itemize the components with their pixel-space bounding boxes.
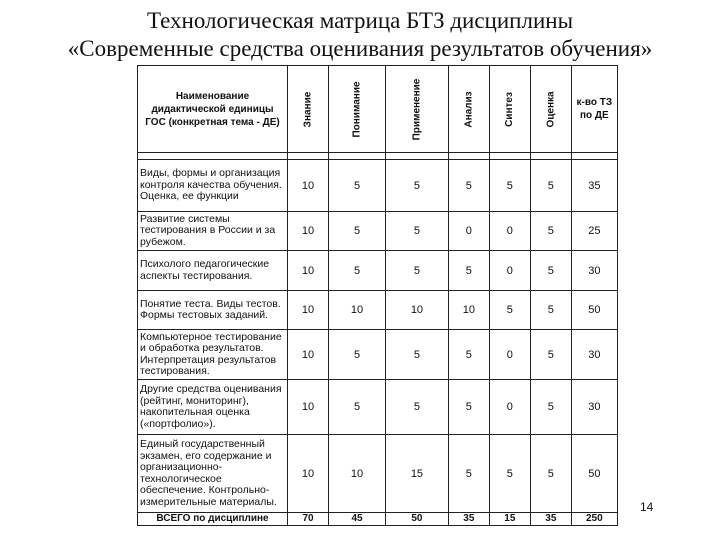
cell-understanding: 5 xyxy=(329,212,386,251)
cell-application: 5 xyxy=(386,380,449,435)
cell-knowledge: 10 xyxy=(288,380,329,435)
cell-knowledge: 10 xyxy=(288,212,329,251)
cell-count: 25 xyxy=(571,212,617,251)
cell-understanding: 5 xyxy=(329,330,386,380)
cell-synthesis: 0 xyxy=(489,330,530,380)
cell-synthesis: 0 xyxy=(489,212,530,251)
total-understanding: 45 xyxy=(329,513,386,526)
cell-count: 30 xyxy=(571,380,617,435)
header-knowledge: Знание xyxy=(288,66,329,153)
cell-count: 50 xyxy=(571,435,617,513)
table-row xyxy=(138,291,618,330)
cell-application: 5 xyxy=(386,160,449,212)
row-topic: Развитие системы тестирования в России и за рубежом. xyxy=(138,212,288,251)
cell-analysis: 0 xyxy=(448,212,489,251)
cell-synthesis: 5 xyxy=(489,435,530,513)
cell-application: 5 xyxy=(386,212,449,251)
table-row xyxy=(138,330,618,380)
table-row xyxy=(138,160,618,212)
cell-evaluation: 5 xyxy=(530,212,571,251)
cell-application: 15 xyxy=(386,435,449,513)
header-evaluation: Оценка xyxy=(530,66,571,153)
row-topic: Виды, формы и организация контроля качества обучения. Оценка, ее функции xyxy=(138,160,288,212)
cell-application: 5 xyxy=(386,330,449,380)
total-evaluation: 35 xyxy=(530,513,571,526)
row-topic: Компьютерное тестирование и обработка результатов. Интерпретация результатов тестирования. xyxy=(138,330,288,380)
cell-analysis: 5 xyxy=(448,435,489,513)
cell-analysis: 5 xyxy=(448,160,489,212)
row-topic: Другие средства оценивания (рейтинг, мониторинг), накопительная оценка («портфолио»). xyxy=(138,380,288,435)
cell-knowledge: 10 xyxy=(288,160,329,212)
total-knowledge: 70 xyxy=(288,513,329,526)
header-analysis: Анализ xyxy=(448,66,489,153)
cell-understanding: 5 xyxy=(329,160,386,212)
total-synthesis: 15 xyxy=(489,513,530,526)
total-analysis: 35 xyxy=(448,513,489,526)
cell-understanding: 10 xyxy=(329,435,386,513)
header-synthesis: Синтез xyxy=(489,66,530,153)
cell-analysis: 5 xyxy=(448,380,489,435)
page-number: 14 xyxy=(640,500,654,514)
cell-knowledge: 10 xyxy=(288,291,329,330)
cell-synthesis: 5 xyxy=(489,160,530,212)
cell-evaluation: 5 xyxy=(530,160,571,212)
cell-synthesis: 5 xyxy=(489,291,530,330)
cell-understanding: 5 xyxy=(329,380,386,435)
total-label: ВСЕГО по дисциплине xyxy=(138,513,288,526)
header-application: Применение xyxy=(386,66,449,153)
table-row xyxy=(138,212,618,251)
cell-knowledge: 10 xyxy=(288,435,329,513)
cell-application: 5 xyxy=(386,251,449,291)
slide-title-line-1: Технологическая матрица БТЗ дисциплины xyxy=(146,8,574,33)
table-row xyxy=(138,435,618,513)
total-application: 50 xyxy=(386,513,449,526)
cell-analysis: 5 xyxy=(448,251,489,291)
header-gap xyxy=(138,153,618,160)
cell-analysis: 5 xyxy=(448,330,489,380)
header-topic: Наименование дидактической единицы ГОС (конкретная тема - ДЕ) xyxy=(138,66,288,153)
cell-synthesis: 0 xyxy=(489,380,530,435)
table-row xyxy=(138,251,618,291)
header-count: к-во ТЗ по ДЕ xyxy=(571,66,617,153)
row-topic: Понятие теста. Виды тестов. Формы тестовых заданий. xyxy=(138,291,288,330)
cell-evaluation: 5 xyxy=(530,380,571,435)
cell-knowledge: 10 xyxy=(288,330,329,380)
cell-application: 10 xyxy=(386,291,449,330)
table-row xyxy=(138,380,618,435)
cell-count: 30 xyxy=(571,330,617,380)
cell-evaluation: 5 xyxy=(530,251,571,291)
cell-count: 50 xyxy=(571,291,617,330)
slide-title-line-2: «Современные средства оценивания результатов обучения» xyxy=(67,36,653,61)
row-topic: Единый государственный экзамен, его содержание и организационно-технологическое обеспечение. Контрольно-измерительные материалы. xyxy=(138,435,288,513)
cell-understanding: 5 xyxy=(329,251,386,291)
cell-evaluation: 5 xyxy=(530,330,571,380)
cell-evaluation: 5 xyxy=(530,435,571,513)
total-row xyxy=(138,513,618,526)
cell-evaluation: 5 xyxy=(530,291,571,330)
cell-understanding: 10 xyxy=(329,291,386,330)
total-count: 250 xyxy=(571,513,617,526)
cell-count: 35 xyxy=(571,160,617,212)
technology-matrix-table xyxy=(137,65,618,526)
row-topic: Психолого педагогические аспекты тестирования. xyxy=(138,251,288,291)
cell-synthesis: 0 xyxy=(489,251,530,291)
cell-count: 30 xyxy=(571,251,617,291)
cell-analysis: 10 xyxy=(448,291,489,330)
header-understanding: Понимание xyxy=(329,66,386,153)
table-header-row xyxy=(138,66,618,153)
cell-knowledge: 10 xyxy=(288,251,329,291)
